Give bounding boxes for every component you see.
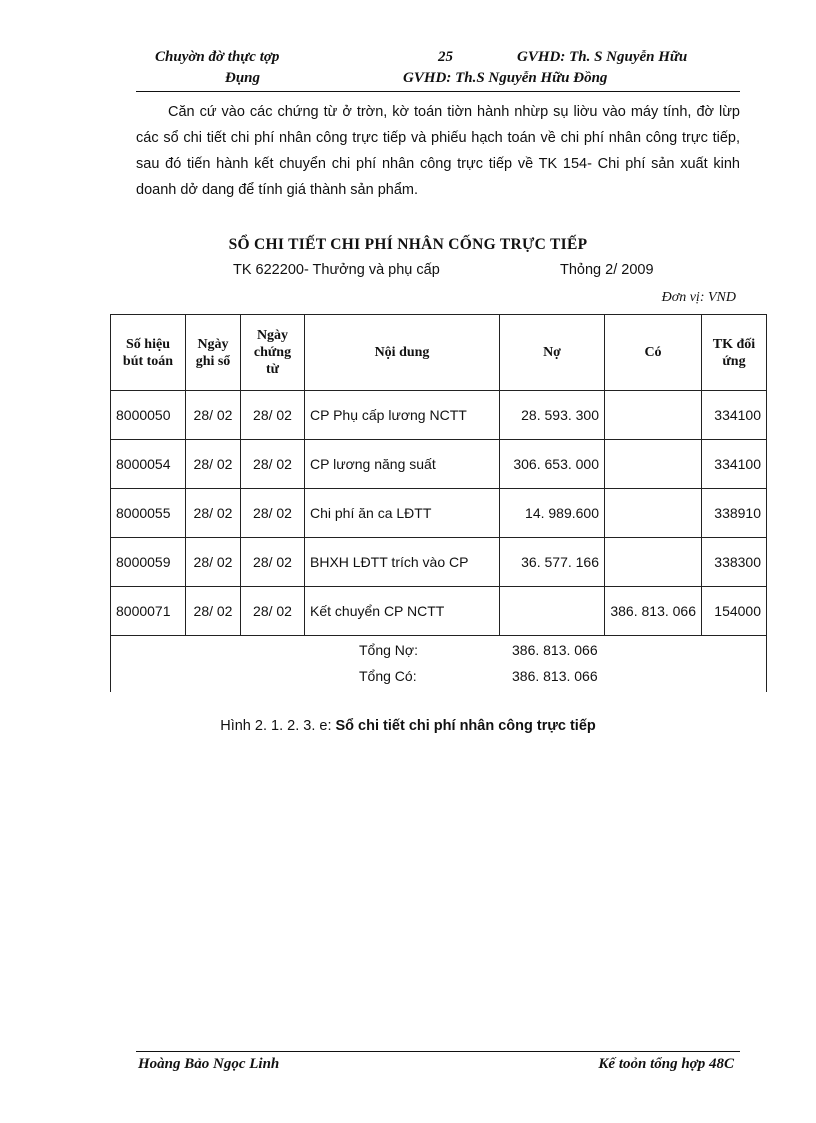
total-debit-value: 386. 813. 066 — [512, 642, 598, 658]
document-date: 28/ 02 — [241, 440, 305, 489]
totals-cell — [111, 636, 767, 693]
contra-account: 334100 — [702, 440, 767, 489]
header-topic: Chuyờn đờ thực tợp — [155, 49, 280, 65]
table-row — [111, 440, 767, 489]
credit-amount — [605, 391, 702, 440]
contra-account: 338300 — [702, 538, 767, 587]
record-date: 28/ 02 — [186, 440, 241, 489]
table-row — [111, 489, 767, 538]
column-header: Nợ — [500, 315, 605, 391]
debit-amount: 28. 593. 300 — [500, 391, 605, 440]
record-date: 28/ 02 — [186, 489, 241, 538]
debit-amount: 14. 989.600 — [500, 489, 605, 538]
header-topic-continued: Đụng — [225, 70, 261, 86]
caption-text: Sổ chi tiết chi phí nhân công trực tiếp — [335, 718, 596, 734]
total-credit-label: Tổng Có: — [359, 668, 417, 684]
contra-account: 338910 — [702, 489, 767, 538]
entry-id: 8000071 — [111, 587, 186, 636]
header-supervisor: GVHD: Th. S Nguyễn Hữu — [517, 49, 688, 65]
entry-content: BHXH LĐTT trích vào CP — [305, 538, 500, 587]
ledger-table — [110, 314, 767, 692]
debit-amount: 306. 653. 000 — [500, 440, 605, 489]
total-credit-value: 386. 813. 066 — [512, 668, 598, 684]
entry-content: Kết chuyển CP NCTT — [305, 587, 500, 636]
ledger-title: SỔ CHI TIẾT CHI PHÍ NHÂN CỐNG TRỰC TIẾP — [228, 236, 588, 253]
entry-id: 8000054 — [111, 440, 186, 489]
caption-prefix: Hình 2. 1. 2. 3. e: — [220, 718, 336, 734]
table-row — [111, 538, 767, 587]
document-date: 28/ 02 — [241, 538, 305, 587]
record-date: 28/ 02 — [186, 538, 241, 587]
credit-amount — [605, 538, 702, 587]
ledger-unit: Đơn vị: VND — [661, 290, 736, 305]
record-date: 28/ 02 — [186, 391, 241, 440]
column-header: Ngày ghi sổ — [186, 315, 241, 391]
footer-course: Kế toỏn tổng hợp 48C — [598, 1056, 734, 1072]
debit-amount: 36. 577. 166 — [500, 538, 605, 587]
ledger-account: TK 622200- Thưởng và phụ cấp — [233, 262, 440, 278]
column-header: Ngày chứng từ — [241, 315, 305, 391]
column-header: TK đối ứng — [702, 315, 767, 391]
record-date: 28/ 02 — [186, 587, 241, 636]
document-date: 28/ 02 — [241, 587, 305, 636]
entry-id: 8000050 — [111, 391, 186, 440]
document-date: 28/ 02 — [241, 391, 305, 440]
entry-content: Chi phí ăn ca LĐTT — [305, 489, 500, 538]
footer-rule — [136, 1051, 740, 1052]
column-header: Nội dung — [305, 315, 500, 391]
table-row — [111, 391, 767, 440]
figure-caption — [0, 718, 816, 734]
column-header: Có — [605, 315, 702, 391]
total-debit-label: Tổng Nợ: — [359, 642, 418, 658]
contra-account: 154000 — [702, 587, 767, 636]
page-number: 25 — [438, 49, 453, 65]
totals-row — [111, 636, 767, 693]
credit-amount — [605, 440, 702, 489]
debit-amount — [500, 587, 605, 636]
ledger-period: Thỏng 2/ 2009 — [560, 262, 654, 278]
table-header-row — [111, 315, 767, 391]
table-row — [111, 587, 767, 636]
entry-id: 8000059 — [111, 538, 186, 587]
credit-amount: 386. 813. 066 — [605, 587, 702, 636]
document-date: 28/ 02 — [241, 489, 305, 538]
contra-account: 334100 — [702, 391, 767, 440]
footer-author: Hoàng Bảo Ngọc Linh — [138, 1056, 280, 1072]
body-paragraph: Căn cứ vào các chứng từ ở trờn, kờ toán tiờn hành nhừp sụ liờu vào máy tính, đờ lừp các sổ chi tiết chi phí nhân công trực tiếp và phiếu hạch toán về chi phí nhân công trực tiếp, sau đó tiến hành kết chuyển chi phí nhân công trực tiếp về TK 154- Chi phí sản xuất kinh doanh dở dang để tính giá thành sản phẩm. — [136, 104, 740, 198]
entry-id: 8000055 — [111, 489, 186, 538]
header-rule — [136, 91, 740, 92]
column-header: Số hiệu bút toán — [111, 315, 186, 391]
header-supervisor-full: GVHD: Th.S Nguyễn Hữu Đồng — [403, 70, 608, 86]
entry-content: CP lương năng suất — [305, 440, 500, 489]
entry-content: CP Phụ cấp lương NCTT — [305, 391, 500, 440]
credit-amount — [605, 489, 702, 538]
